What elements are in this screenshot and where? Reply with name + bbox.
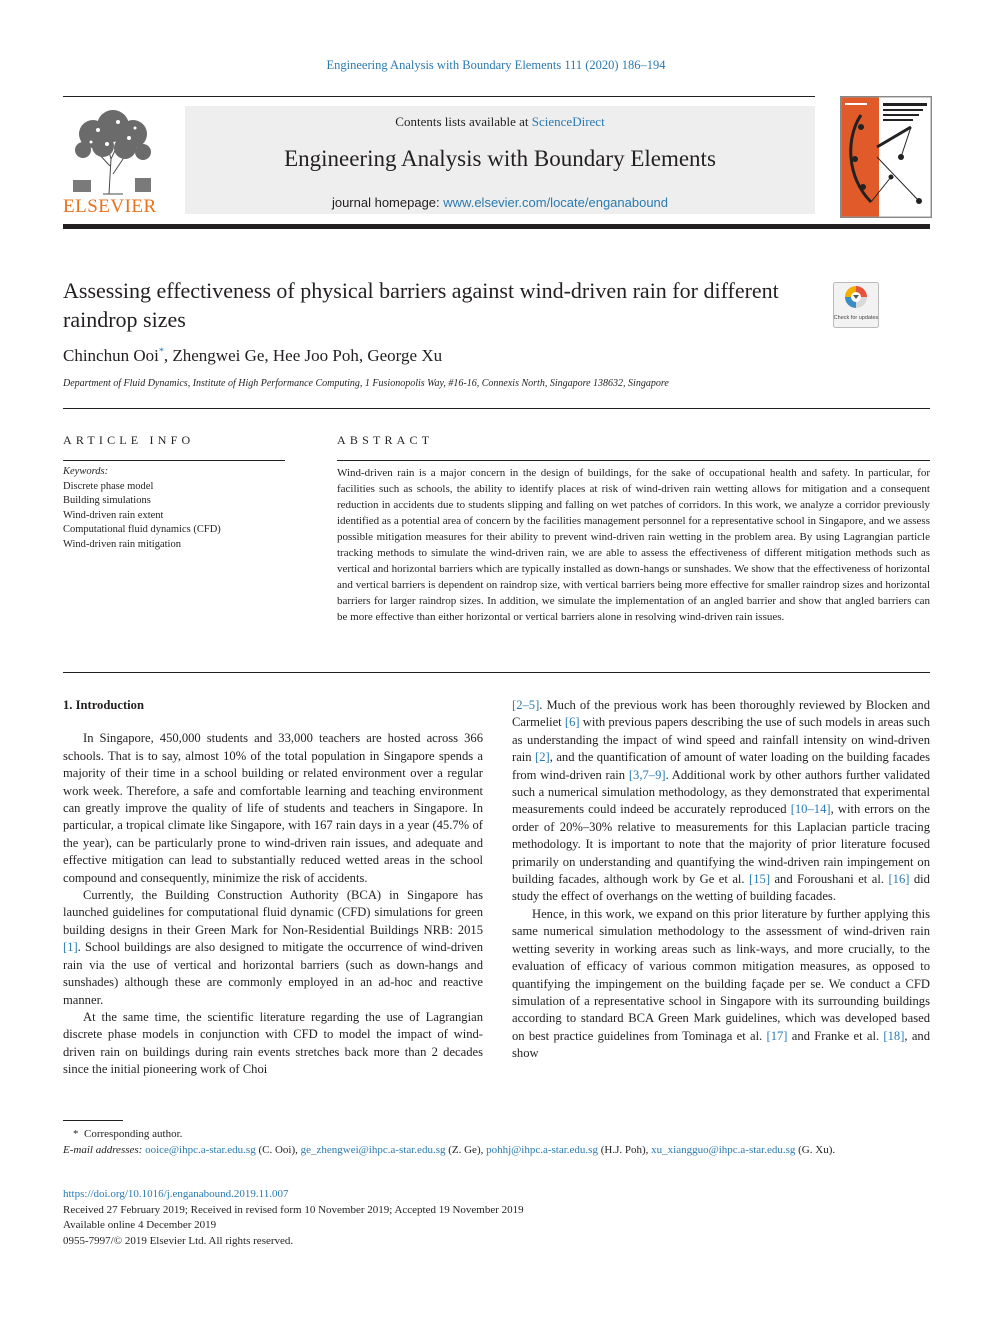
received-dates: Received 27 February 2019; Received in revised form 10 November 2019; Accepted 19 November 2019 [63, 1203, 524, 1216]
publication-info [63, 1187, 930, 1249]
email-link[interactable]: ge_zhengwei@ihpc.a-star.edu.sg [300, 1143, 446, 1156]
article-info-rule [63, 460, 285, 461]
paragraph-text: , with errors on the order of 20%–30% relative to measurements for this Laplacian particle tracing methodology. It is important to note that the majority of prior literature focused primarily on understanding and quantifying the wind-driven rain impingement on building facades, although work by Ge et al. [512, 802, 930, 887]
corresponding-author-mark[interactable]: * [158, 346, 164, 358]
author-affiliation: Department of Fluid Dynamics, Institute of High Performance Computing, 1 Fusionopolis Way, #16-16, Connexis North, Singapore 138632, Singapore [63, 378, 669, 389]
contents-prefix: Contents lists available at [395, 114, 532, 129]
keyword-item: Wind-driven rain mitigation [63, 538, 181, 550]
abstract-rule [337, 460, 930, 461]
keyword-item: Discrete phase model [63, 480, 154, 492]
keywords-label: Keywords: [63, 466, 109, 477]
citation-link[interactable]: [3,7–9] [628, 767, 666, 782]
citation-link[interactable]: [2–5] [512, 698, 540, 712]
paragraph-text: with previous papers describing the use of such models in areas such as understanding the impact of wind speed and rainfall intensity on wind-driven rain [512, 715, 930, 765]
paragraph-text: . Much of the previous work has been thoroughly reviewed by Blocken and Carmeliet [512, 698, 930, 730]
citation-link[interactable]: [15] [749, 872, 771, 887]
footnotes-block [63, 1127, 930, 1158]
citation-link[interactable]: [17] [766, 1028, 788, 1043]
paragraph-text: . School buildings are also designed to mitigate the occurrence of wind-driven rain via the use of vertical and horizontal barriers (such as down-hangs and sunshades) although these are commonly employed in an ad-hoc and reactive manner. [63, 940, 483, 1007]
journal-reference[interactable]: Engineering Analysis with Boundary Elements 111 (2020) 186–194 [326, 58, 666, 72]
citation-link[interactable]: [2] [535, 750, 550, 765]
journal-cover-thumbnail[interactable] [840, 96, 932, 218]
keyword-item: Computational fluid dynamics (CFD) [63, 524, 221, 535]
email-owner: (C. Ooi), [255, 1143, 301, 1156]
body-paragraph [512, 697, 930, 906]
homepage-prefix: journal homepage: [331, 195, 444, 210]
abstract-text: Wind-driven rain is a major concern in the design of buildings, for the sake of occupational health and safety. In particular, for facilities such as schools, the ability to identify places at risk of wind-driven rain wetting allows for mitigation and a consequent reduction in accidents due to students slipping and falling on wet patches of corridors. In this work, we analyze a corridor previously identified as a potential area of concern by the facilities management personnel for a representative school in Singapore, and we assess possible mitigation measures for their ability to prevent wind-driven rain wetting in the problem area. By using Lagrangian particle tracking methods to simulate the wind-driven rain, we are able to assess the effectiveness of different mitigation methods such as vertical and horizontal barriers which are typically installed as down-hangs or sunshades. We show that the effectiveness of horizontal and vertical barriers is dependent on raindrop size, with vertical barriers being more effective for smaller raindrop sizes and horizontal barriers for larger raindrop sizes. In addition, we simulate the implementation of an angled barrier and show that angled barriers can be more effective than either horizontal or vertical barriers alone in resolving wind-driven rain issues. [337, 467, 930, 623]
check-for-updates-label: Check for updates [833, 315, 879, 321]
masthead-center-panel [185, 106, 815, 214]
keywords-block [63, 465, 293, 552]
author-list [63, 346, 442, 366]
paragraph-text: . Additional work by other authors further validated such a numerical simulation methodology, as they demonstrated that experimental measurements could indeed be accurately reproduced [512, 767, 930, 817]
keyword-item: Wind-driven rain extent [63, 509, 164, 521]
body-paragraph [512, 906, 930, 1063]
body-left-column [63, 697, 483, 1079]
copyright-line: 0955-7997/© 2019 Elsevier Ltd. All rights reserved. [63, 1234, 294, 1247]
citation-link[interactable]: [10–14] [790, 802, 831, 817]
article-info-heading: ARTICLE INFO [63, 433, 195, 447]
author-names-rest[interactable]: , Zhengwei Ge, Hee Joo Poh, George Xu [163, 346, 443, 365]
paragraph-text: and Franke et al. [787, 1028, 884, 1043]
paragraph-text: , and show [512, 1028, 931, 1061]
journal-homepage-line [185, 195, 815, 210]
online-date: Available online 4 December 2019 [63, 1219, 217, 1231]
corresponding-author-text: Corresponding author. [84, 1128, 183, 1140]
citation-link[interactable]: [18] [883, 1028, 905, 1043]
paragraph-text: Hence, in this work, we expand on this prior literature by further applying this same numerical simulation methodology to the assessment of wind-driven rain wetting severity in working areas such as link-ways, and more crucially, to the evaluation of efficacy of various common mitigation measures, as opposed to quantifying the impingement on the building façade per se. We conduct a CFD simulation of a representative school in Singapore with its surrounding buildings according to standard BCA Green Mark guidelines, which was developed based on best practice guidelines from Tominaga et al. [512, 906, 930, 1043]
citation-link[interactable]: [1] [63, 940, 78, 955]
citation-link[interactable]: [6] [564, 715, 580, 730]
paragraph-text: did study the effect of overhangs on the wetting of building facades. [512, 872, 930, 904]
doi-link[interactable]: https://doi.org/10.1016/j.enganabound.2019.11.007 [63, 1188, 289, 1200]
email-owner: (G. Xu). [795, 1143, 836, 1156]
abstract-divider [63, 672, 930, 673]
keyword-item: Building simulations [63, 495, 151, 506]
paragraph-text: and Foroushani et al. [770, 872, 889, 887]
email-link[interactable]: ooice@ihpc.a-star.edu.sg [145, 1143, 256, 1156]
footnote-rule [63, 1120, 123, 1121]
article-title: Assessing effectiveness of physical barriers against wind-driven rain for different raindrop sizes [63, 278, 779, 332]
body-paragraph: At the same time, the scientific literature regarding the use of Lagrangian discrete phase models in conjunction with CFD to model the impact of wind-driven rain on buildings during rain events stretches back more than 2 decades since the initial pioneering work of Choi [63, 1009, 483, 1077]
body-paragraph [63, 887, 483, 1009]
elsevier-wordmark[interactable]: ELSEVIER [63, 196, 157, 217]
body-paragraph: In Singapore, 450,000 students and 33,000 teachers are hosted across 366 schools. That is to say, almost 10% of the total population in Singapore spends a majority of their time in a school building or related environment over a regular work week. Therefore, a safe and comfortable learning and teaching environment can greatly improve the quality of life of students and teachers in Singapore. In particular, a tropical climate like Singapore, with 167 rain days in a year (45.7% of the year), can be particularly prone to wind-driven rain issues, and adequate and effective mitigation can lead to substantially reduced wetted areas in the school compound and consequently, minimize the risk of accidents. [63, 731, 483, 885]
body-right-column [512, 697, 930, 1063]
masthead-top-rule [63, 96, 815, 97]
journal-title: Engineering Analysis with Boundary Elements [284, 146, 716, 171]
section-title-introduction: 1. Introduction [63, 698, 144, 712]
abstract-heading: ABSTRACT [337, 433, 434, 447]
author-name-first[interactable]: Chinchun Ooi [63, 346, 159, 365]
email-owner: (Z. Ge), [445, 1143, 487, 1156]
check-for-updates-icon[interactable] [833, 282, 879, 328]
journal-homepage-link[interactable]: www.elsevier.com/locate/enganabound [443, 195, 669, 210]
email-label: E-mail addresses: [63, 1143, 143, 1156]
corresponding-author-note [63, 1127, 930, 1143]
paragraph-text: Currently, the Building Construction Authority (BCA) in Singapore has launched guidelines for computational fluid dynamic (CFD) simulations for green building designs in their Green Mark for Non-Residential Buildings NRB: 2015 [63, 888, 483, 937]
masthead-bottom-rule [63, 224, 930, 229]
sciencedirect-link[interactable]: ScienceDirect [531, 114, 605, 129]
paragraph-text: , and the quantification of amount of water loading on the building facades from wind-driven rain [512, 750, 930, 782]
citation-link[interactable]: [16] [888, 872, 910, 887]
email-addresses-note [63, 1143, 930, 1159]
journal-masthead [63, 96, 930, 218]
footnote-mark: * [73, 1128, 79, 1140]
email-link[interactable]: xu_xiangguo@ihpc.a-star.edu.sg [651, 1143, 796, 1156]
email-link[interactable]: pohhj@ihpc.a-star.edu.sg [486, 1143, 598, 1156]
email-owner: (H.J. Poh), [597, 1143, 652, 1156]
contents-list-line [185, 114, 815, 130]
header-divider [63, 408, 930, 409]
